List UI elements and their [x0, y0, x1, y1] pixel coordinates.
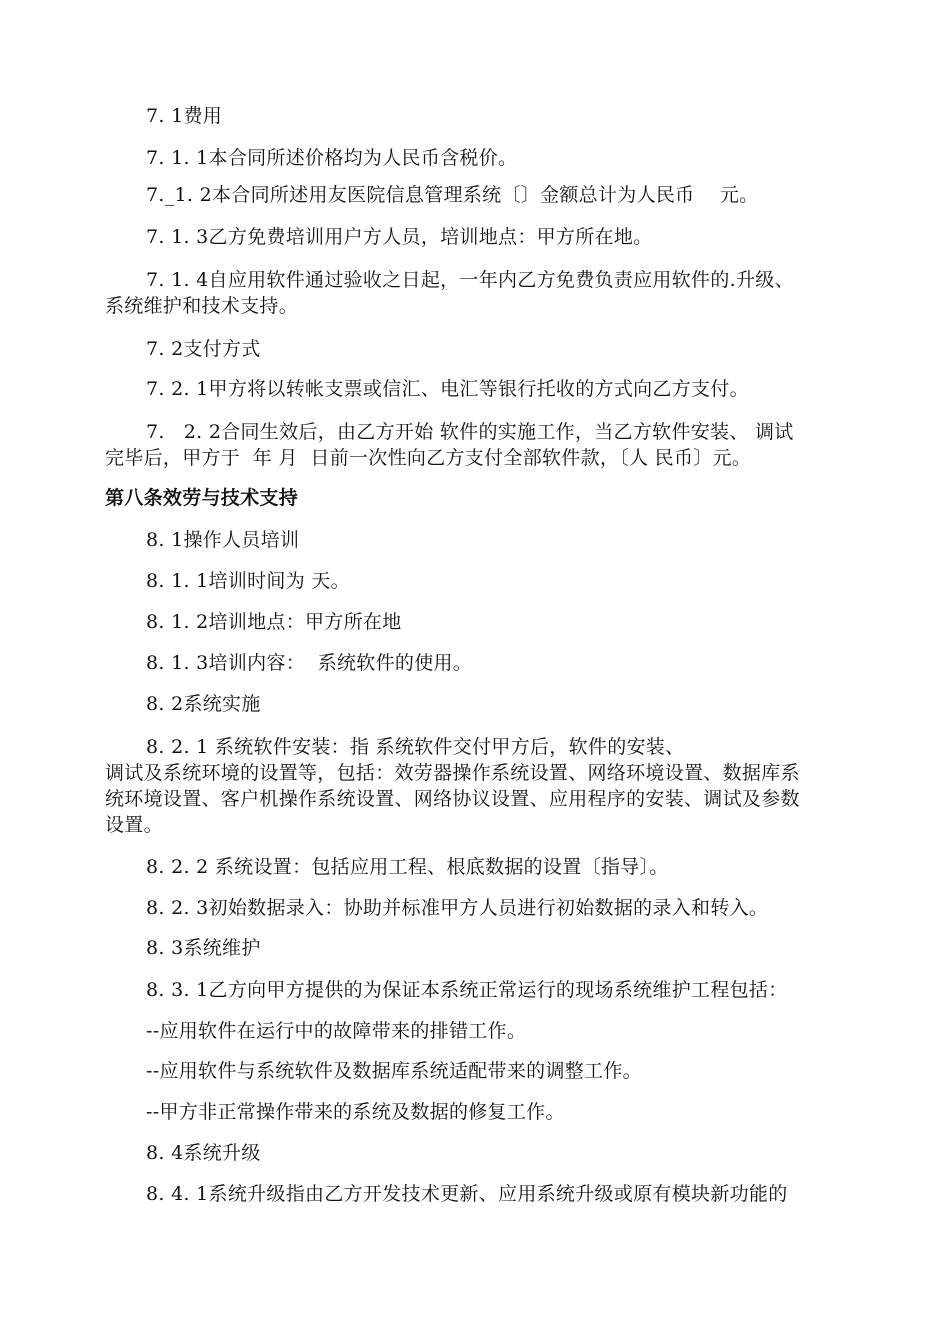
clause-8-2-2: 8. 2. 2 系统设置：包括应用工程、根底数据的设置〔指导〕。 [146, 856, 669, 878]
clause-8-4: 8. 4系统升级 [146, 1142, 261, 1164]
clause-7-1-4: 7. 1. 4自应用软件通过验收之日起，一年内乙方免费负责应用软件的.升级、 [146, 269, 794, 291]
clause-7-2-2: 7. 2. 2合同生效后，由乙方开始 软件的实施工作，当乙方软件安装、 调试 [146, 421, 794, 443]
clause-7-1-4-cont: 系统维护和技术支持。 [105, 295, 299, 317]
clause-8-4-1: 8. 4. 1系统升级指由乙方开发技术更新、应用系统升级或原有模块新功能的 [146, 1183, 788, 1205]
clause-8-1-2: 8. 1. 2培训地点：甲方所在地 [146, 611, 402, 633]
clause-8-2-1-cont-3: 设置。 [105, 814, 163, 836]
clause-8-3: 8. 3系统维护 [146, 937, 261, 959]
clause-8-1-1: 8. 1. 1培训时间为 天。 [146, 570, 350, 592]
list-item-adapt: --应用软件与系统软件及数据库系统适配带来的调整工作。 [146, 1060, 642, 1082]
clause-7-1: 7. 1费用 [146, 105, 223, 127]
clause-8-2-1-cont-1: 调试及系统环境的设置等，包括：效劳器操作系统设置、网络环境设置、数据库系 [105, 762, 800, 784]
clause-8-2-1-cont-2: 统环境设置、客户机操作系统设置、网络协议设置、应用程序的安装、调试及参数 [105, 788, 800, 810]
clause-8-3-1: 8. 3. 1乙方向甲方提供的为保证本系统正常运行的现场系统维护工程包括： [146, 979, 788, 1001]
clause-7-1-2: 7._1. 2本合同所述用友医院信息管理系统〔〕金额总计为人民币 元。 [146, 184, 759, 206]
clause-8-1-3: 8. 1. 3培训内容： 系统软件的使用。 [146, 652, 473, 674]
list-item-fault: --应用软件在运行中的故障带来的排错工作。 [146, 1020, 527, 1042]
list-item-repair: --甲方非正常操作带来的系统及数据的修复工作。 [146, 1101, 565, 1123]
clause-7-2-1: 7. 2. 1甲方将以转帐支票或信汇、电汇等银行托收的方式向乙方支付。 [146, 378, 749, 400]
clause-8-2: 8. 2系统实施 [146, 693, 261, 715]
clause-8-1: 8. 1操作人员培训 [146, 529, 300, 551]
clause-7-1-3: 7. 1. 3乙方免费培训用户方人员，培训地点：甲方所在地。 [146, 226, 653, 248]
clause-8-2-1: 8. 2. 1 系统软件安装：指 系统软件交付甲方后，软件的安装、 [146, 736, 685, 758]
clause-7-2-2-cont: 完毕后，甲方于 年 月 日前一次性向乙方支付全部软件款，〔人 民币〕元。 [105, 447, 752, 469]
clause-8-2-3: 8. 2. 3初始数据录入：协助并标准甲方人员进行初始数据的录入和转入。 [146, 897, 769, 919]
section-heading-8: 第八条效劳与技术支持 [105, 487, 299, 509]
clause-7-1-1: 7. 1. 1本合同所述价格均为人民币含税价。 [146, 147, 518, 169]
clause-7-2: 7. 2支付方式 [146, 338, 261, 360]
